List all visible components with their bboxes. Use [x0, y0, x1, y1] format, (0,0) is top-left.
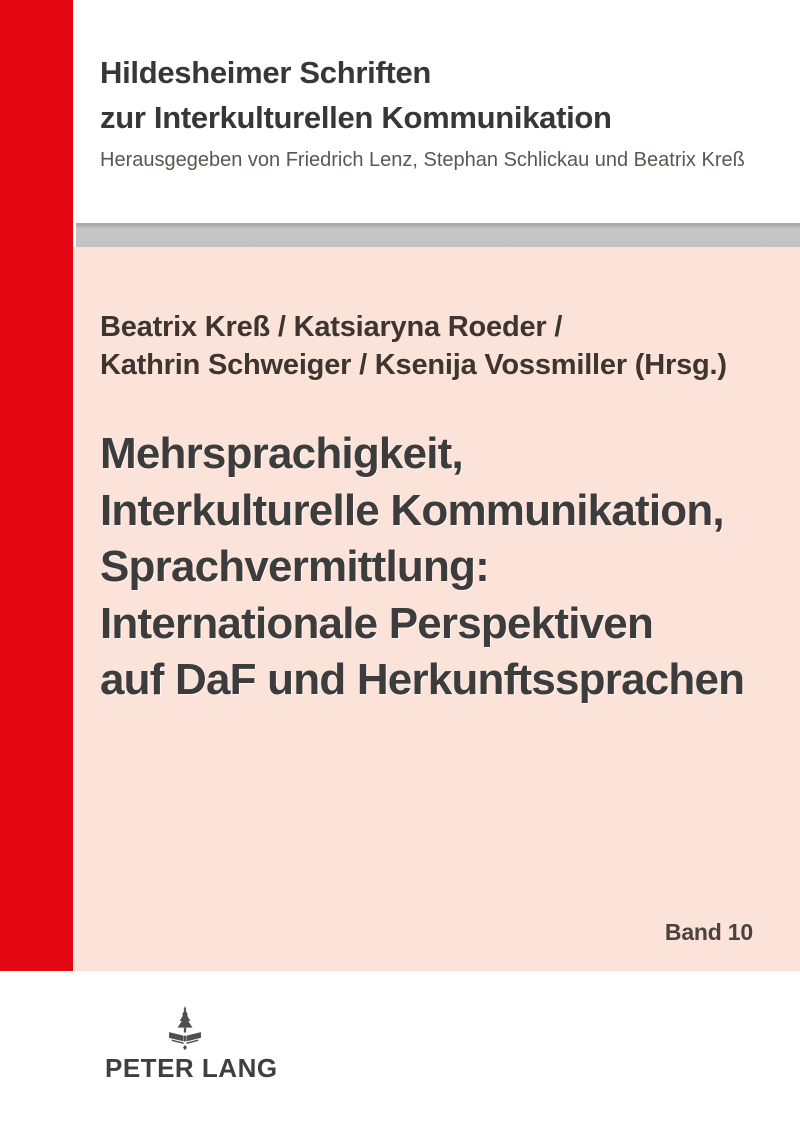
- volume-editors-line-2: Kathrin Schweiger / Ksenija Vossmiller (Hrsg.): [100, 349, 727, 381]
- series-title-line-2: zur Interkulturellen Kommunikation: [100, 100, 612, 135]
- divider-band: [76, 223, 800, 247]
- book-title: [100, 426, 744, 709]
- book-title-line-1: Mehrsprachigkeit,: [100, 429, 463, 478]
- spine-stripe: [0, 0, 73, 971]
- tree-over-open-book-icon: [167, 1006, 203, 1052]
- volume-editors: [100, 308, 727, 384]
- series-title-line-1: Hildesheimer Schriften: [100, 55, 432, 90]
- book-title-line-3: Sprachvermittlung:: [100, 542, 489, 591]
- series-editors-note: Herausgegeben von Friedrich Lenz, Stephan Schlickau und Beatrix Kreß: [100, 149, 745, 171]
- publisher-name: PETER LANG: [105, 1053, 278, 1083]
- book-title-line-4: Internationale Perspektiven: [100, 598, 654, 648]
- volume-editors-line-1: Beatrix Kreß / Katsiaryna Roeder /: [100, 311, 563, 343]
- book-title-line-2: Interkulturelle Kommunikation,: [100, 485, 724, 535]
- series-title: [100, 50, 612, 140]
- volume-number-label: Band 10: [664, 919, 753, 945]
- publisher-footer: [105, 1006, 278, 1084]
- book-title-line-5: auf DaF und Herkunftssprachen: [100, 655, 745, 704]
